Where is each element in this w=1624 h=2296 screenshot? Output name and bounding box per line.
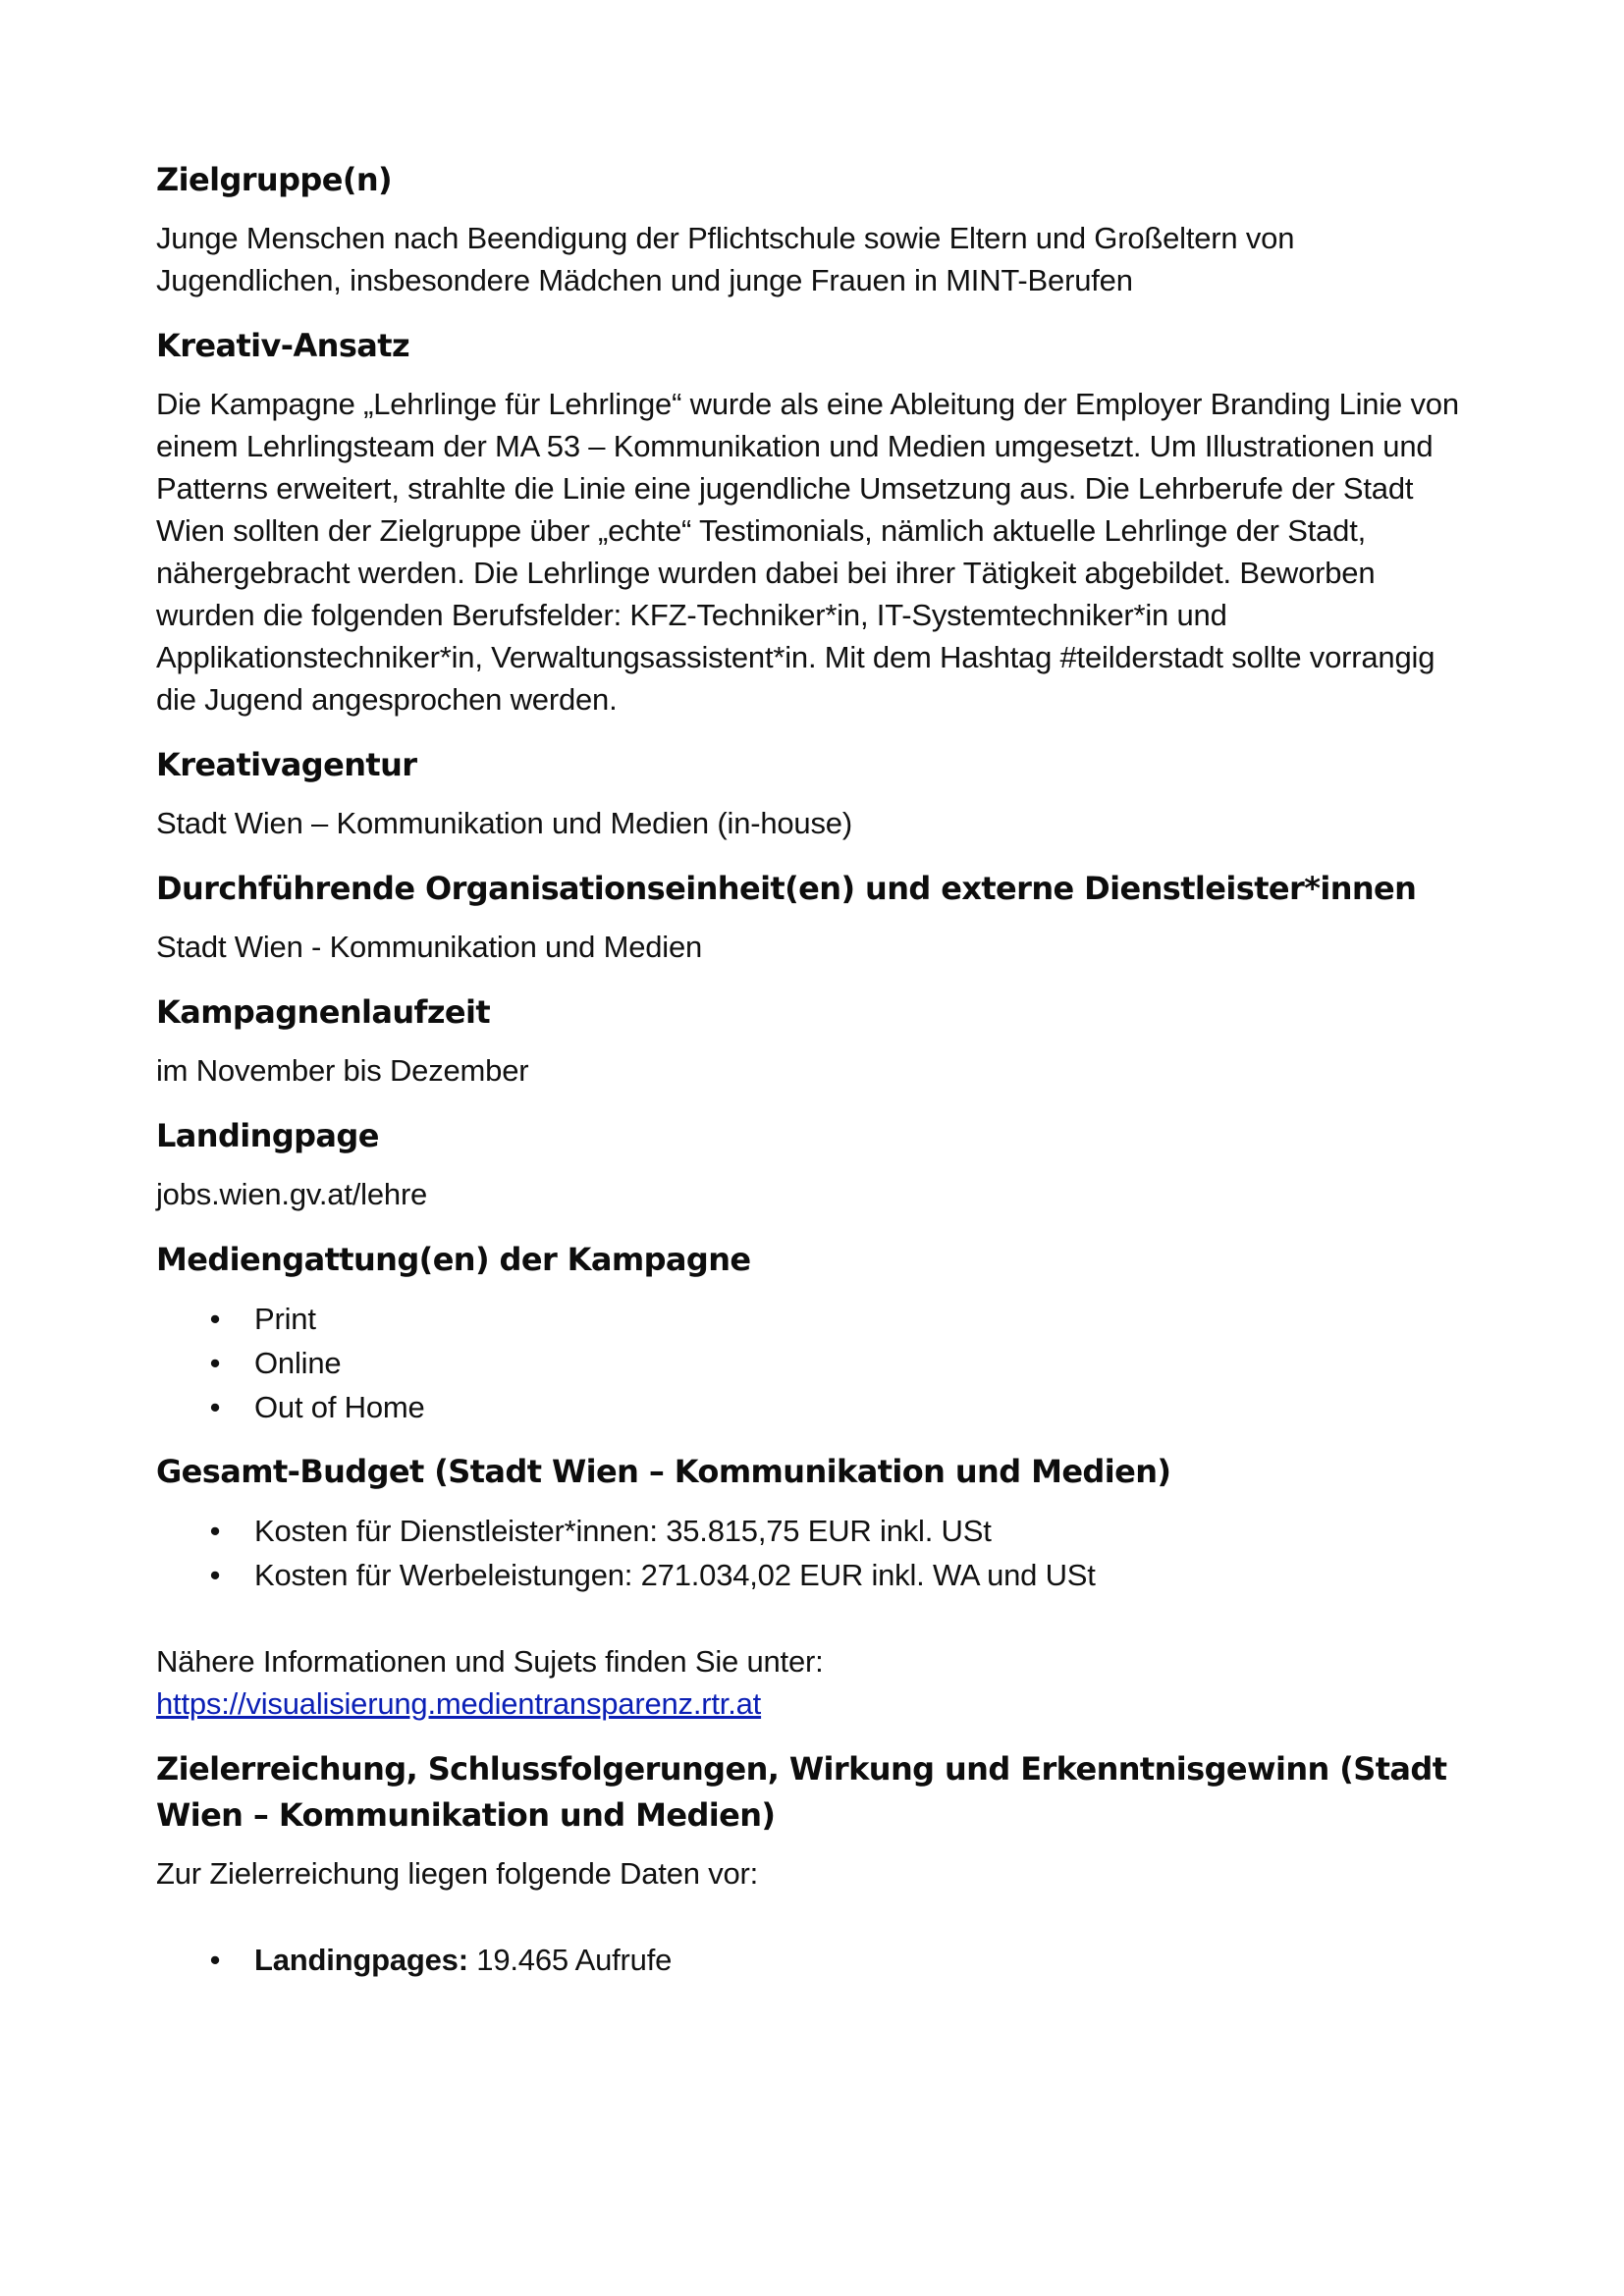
bullet-icon: • bbox=[209, 1558, 221, 1592]
list-item bbox=[156, 1297, 1482, 1341]
bullet-icon: • bbox=[209, 1514, 221, 1548]
text-kampagnenlaufzeit: im November bis Dezember bbox=[156, 1053, 529, 1088]
text-kreativ-ansatz: Die Kampagne „Lehrlinge für Lehrlinge“ wurde als eine Ableitung der Employer Branding Linie von einem Lehrlingsteam der MA 53 – Kommunikation und Medien umgesetzt. Um Illustrationen und Patterns erweitert, strahlte die Linie eine jugendliche Umsetzung aus. Die Lehrberufe der Stadt Wien sollten der Zielgruppe über „echte“ Testimonials, nämlich aktuelle Lehrlinge der Stadt, nähergebracht werden. Die Lehrlinge wurden dabei bei ihrer Tätigkeit abgebildet. Beworben wurden die folgenden Berufsfelder: KFZ-Techniker*in, IT-Systemtechniker*in und Applikationstechniker*in, Verwaltungsassistent*in. Mit dem Hashtag #teilderstadt sollte vorrangig die Jugend angesprochen werden. bbox=[156, 387, 1459, 717]
info-text: Nähere Informationen und Sujets finden Sie unter: bbox=[156, 1644, 824, 1679]
list-item bbox=[156, 1341, 1482, 1385]
text-kreativagentur: Stadt Wien – Kommunikation und Medien (in-house) bbox=[156, 806, 852, 840]
heading-zielerreichung: Zielerreichung, Schlussfolgerungen, Wirkung und Erkenntnisgewinn (Stadt Wien – Kommunikation und Medien) bbox=[156, 1750, 1447, 1834]
list-item bbox=[156, 1385, 1482, 1429]
heading-mediengattung: Mediengattung(en) der Kampagne bbox=[156, 1241, 751, 1278]
text-landingpage: jobs.wien.gv.at/lehre bbox=[156, 1177, 428, 1211]
medientransparenz-link[interactable]: https://visualisierung.medientransparenz.rtr.at bbox=[156, 1686, 762, 1721]
bullet-icon: • bbox=[209, 1302, 221, 1336]
list-item-text: Print bbox=[254, 1302, 316, 1336]
list-item bbox=[156, 1553, 1482, 1597]
metric-value: 19.465 Aufrufe bbox=[476, 1943, 673, 1977]
list-item-text: Kosten für Werbeleistungen: 271.034,02 EUR inkl. WA und USt bbox=[254, 1558, 1096, 1592]
list-zielerreichung bbox=[156, 1938, 1482, 1982]
bullet-icon: • bbox=[209, 1943, 221, 1977]
list-item-text: Kosten für Dienstleister*innen: 35.815,75 EUR inkl. USt bbox=[254, 1514, 992, 1548]
heading-kampagnenlaufzeit: Kampagnenlaufzeit bbox=[156, 993, 491, 1031]
list-item bbox=[156, 1509, 1482, 1553]
list-item bbox=[156, 1938, 1482, 1982]
heading-landingpage: Landingpage bbox=[156, 1117, 379, 1154]
heading-budget: Gesamt-Budget (Stadt Wien – Kommunikation und Medien) bbox=[156, 1453, 1171, 1490]
heading-zielgruppe: Zielgruppe(n) bbox=[156, 161, 393, 198]
text-zielgruppe: Junge Menschen nach Beendigung der Pflichtschule sowie Eltern und Großeltern von Jugendlichen, insbesondere Mädchen und junge Frauen in MINT-Berufen bbox=[156, 221, 1295, 297]
heading-kreativagentur: Kreativagentur bbox=[156, 746, 417, 783]
text-zielerreichung: Zur Zielerreichung liegen folgende Daten vor: bbox=[156, 1856, 759, 1891]
list-budget bbox=[156, 1509, 1482, 1597]
list-item-text: Online bbox=[254, 1346, 342, 1380]
list-mediengattung bbox=[156, 1297, 1482, 1429]
text-durchfuehrende: Stadt Wien - Kommunikation und Medien bbox=[156, 930, 703, 964]
bullet-icon: • bbox=[209, 1390, 221, 1424]
info-paragraph bbox=[156, 1640, 1482, 1725]
heading-kreativ-ansatz: Kreativ-Ansatz bbox=[156, 327, 409, 364]
heading-durchfuehrende: Durchführende Organisationseinheit(en) und externe Dienstleister*innen bbox=[156, 870, 1417, 907]
metric-label: Landingpages: bbox=[254, 1943, 468, 1977]
document-page bbox=[156, 157, 1482, 2002]
list-item-text: Out of Home bbox=[254, 1390, 425, 1424]
bullet-icon: • bbox=[209, 1346, 221, 1380]
